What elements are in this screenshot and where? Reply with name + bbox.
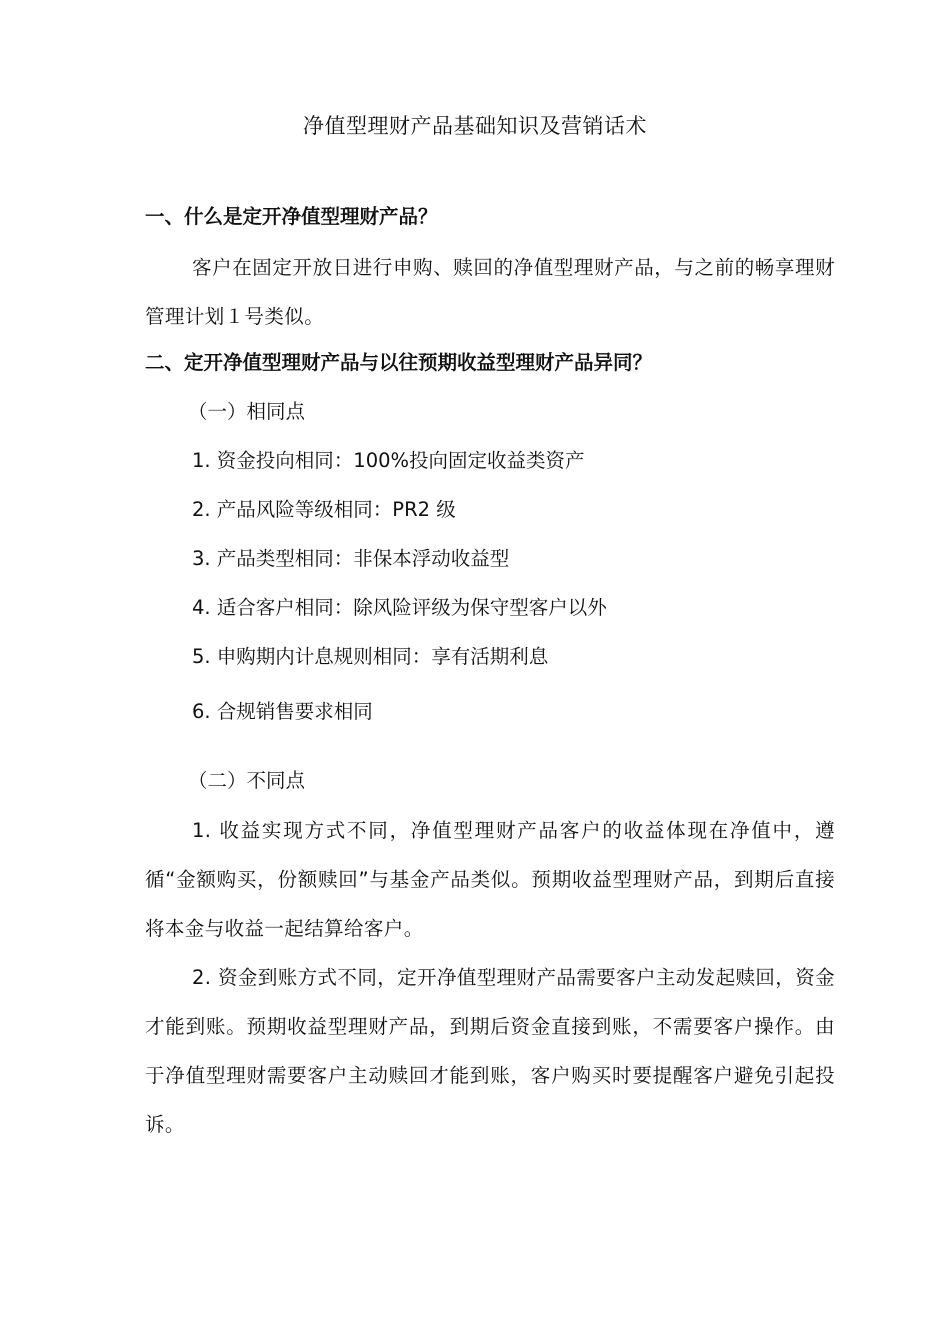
section-2-heading: 二、定开净值型理财产品与以往预期收益型理财产品异同？ <box>145 351 653 374</box>
same-point-item: 5. 申购期内计息规则相同：享有活期利息 <box>192 645 549 668</box>
same-point-item: 3. 产品类型相同：非保本浮动收益型 <box>192 547 510 570</box>
same-point-item: 2. 产品风险等级相同：PR2 级 <box>192 498 456 521</box>
same-points-label: （一）相同点 <box>188 400 306 423</box>
section-1-paragraph: 客户在固定开放日进行申购、赎回的净值型理财产品，与之前的畅享理财管理计划１号类似。 <box>145 256 835 328</box>
diff-point-paragraph: 1. 收益实现方式不同，净值型理财产品客户的收益体现在净值中，遵循“金额购买，份额赎回”与基金产品类似。预期收益型理财产品，到期后直接将本金与收益一起结算给客户。 <box>145 819 835 940</box>
section-1-heading: 一、什么是定开净值型理财产品？ <box>145 205 438 228</box>
same-point-item: 6. 合规销售要求相同 <box>192 700 373 723</box>
diff-point-paragraph: 2. 资金到账方式不同，定开净值型理财产品需要客户主动发起赎回，资金才能到账。预期收益型理财产品，到期后资金直接到账，不需要客户操作。由于净值型理财需要客户主动赎回才能到账，客户购买时要提醒客户避免引起投诉。 <box>145 966 835 1136</box>
document-title: 净值型理财产品基础知识及营销话术 <box>303 114 647 138</box>
same-point-item: 1. 资金投向相同：100%投向固定收益类资产 <box>192 449 585 472</box>
diff-points-label: （二）不同点 <box>188 769 306 792</box>
same-point-item: 4. 适合客户相同：除风险评级为保守型客户以外 <box>192 596 607 619</box>
